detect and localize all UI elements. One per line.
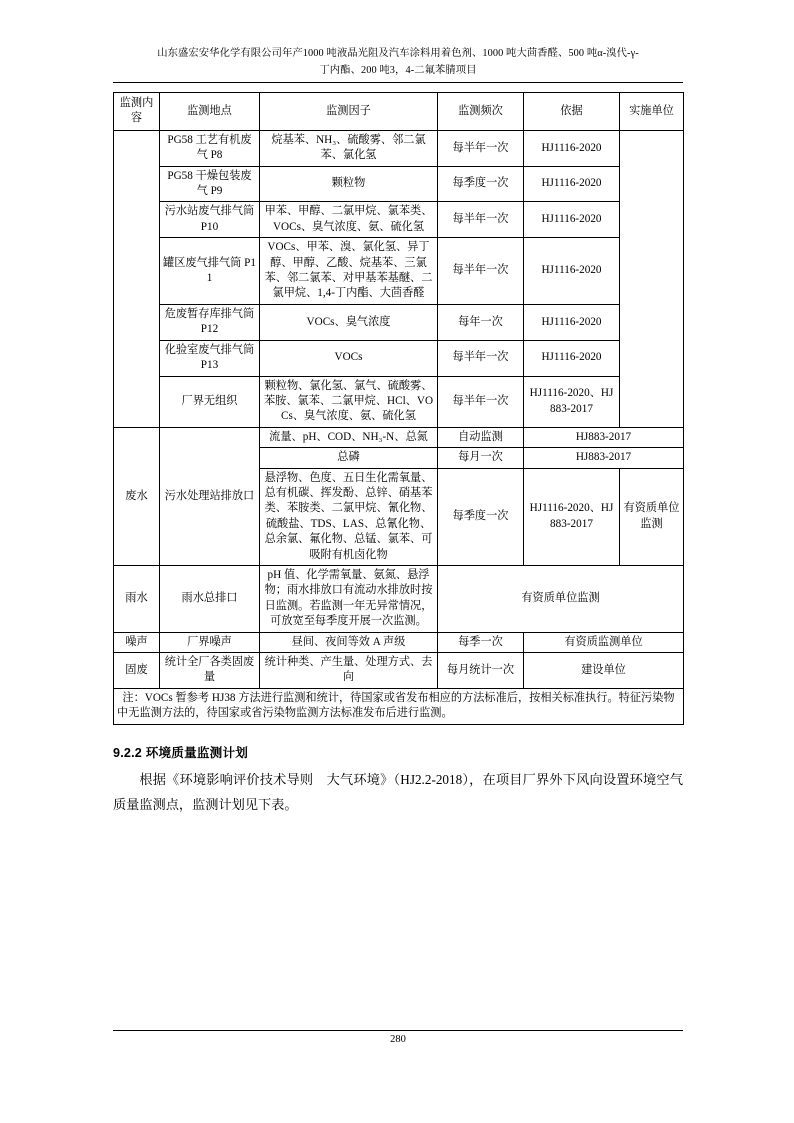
- cell-unit-rainwater: 有资质单位监测: [438, 565, 684, 632]
- cell-basis: HJ1116-2020、HJ883-2017: [524, 468, 620, 565]
- cell-location: PG58 工艺有机废气 P8: [160, 130, 260, 166]
- footer-divider: [113, 1030, 683, 1031]
- table-row: [114, 376, 684, 427]
- column-header-factors: 监测因子: [260, 93, 438, 131]
- column-header-frequency: 监测频次: [438, 93, 524, 131]
- cell-basis: HJ1116-2020: [524, 238, 620, 305]
- column-header-basis: 依据: [524, 93, 620, 131]
- cell-frequency: 每半年一次: [438, 376, 524, 427]
- column-header-content: 监测内容: [114, 93, 160, 131]
- cell-frequency: 每半年一次: [438, 340, 524, 376]
- cell-frequency: 每月统计一次: [438, 653, 524, 689]
- cell-factors: 统计种类、产生量、处理方式、去向: [260, 653, 438, 689]
- running-header-line-2: 丁内酯、200 吨3，4-二氟苯腈项目: [319, 65, 477, 76]
- cell-factors: VOCs: [260, 340, 438, 376]
- cell-basis: HJ1116-2020: [524, 130, 620, 166]
- cell-unit-solidwaste: 建设单位: [524, 653, 684, 689]
- cell-factors: 烷基苯、NH₃、硫酸雾、邻二氯苯、氯化氢: [260, 130, 438, 166]
- cell-location-wastewater: 污水处理站排放口: [160, 427, 260, 565]
- cell-factors: 悬浮物、色度、五日生化需氧量、总有机碳、挥发酚、总锌、硝基苯类、苯胺类、二氯甲烷、氰化物、硫酸盐、TDS、LAS、总氰化物、总余氯、氟化物、总锰、氯苯、可吸附有机卤化物: [260, 468, 438, 565]
- cell-factors: 颗粒物、氯化氢、氯气、硫酸雾、苯胺、氯苯、二氯甲烷、HCl、VOCs、臭气浓度、氨、硫化氢: [260, 376, 438, 427]
- cell-location-rainwater: 雨水总排口: [160, 565, 260, 632]
- table-row: [114, 427, 684, 447]
- cell-frequency: 每半年一次: [438, 238, 524, 305]
- table-note: 注：VOCs 暂参考 HJ38 方法进行监测和统计，待国家或省发布相应的方法标准后，按相关标准执行。特征污染物中无监测方法的，待国家或省污染物监测方法标准发布后进行监测。: [114, 688, 684, 724]
- cell-content-waste-gas: [114, 130, 160, 427]
- cell-location: 厂界无组织: [160, 376, 260, 427]
- table-note-row: [114, 688, 684, 724]
- cell-frequency: 自动监测: [438, 427, 524, 447]
- cell-location: 污水站废气排气筒 P10: [160, 202, 260, 238]
- cell-basis: HJ1116-2020、HJ883-2017: [524, 376, 620, 427]
- table-row: [114, 304, 684, 340]
- section-paragraph: 根据《环境影响评价技术导则 大气环境》（HJ2.2-2018），在项目厂界外下风向设置环境空气质量监测点，监测计划见下表。: [113, 771, 683, 813]
- column-header-unit: 实施单位: [620, 93, 684, 131]
- cell-factors: 颗粒物: [260, 166, 438, 202]
- table-row: [114, 632, 684, 652]
- cell-unit-waste-gas: [620, 130, 684, 427]
- cell-basis: HJ1116-2020: [524, 166, 620, 202]
- cell-frequency: 每季一次: [438, 632, 524, 652]
- cell-frequency: 每季度一次: [438, 166, 524, 202]
- page-number: 280: [390, 1034, 406, 1045]
- cell-location: 危废暂存库排气筒 P12: [160, 304, 260, 340]
- cell-unit-noise: 有资质监测单位: [524, 632, 684, 652]
- cell-location: 罐区废气排气筒 P11: [160, 238, 260, 305]
- cell-location-solidwaste: 统计全厂各类固废量: [160, 653, 260, 689]
- cell-frequency: 每年一次: [438, 304, 524, 340]
- cell-factors: 昼间、夜间等效 A 声级: [260, 632, 438, 652]
- page-footer: [113, 1030, 683, 1045]
- cell-factors: VOCs、甲苯、溴、氯化氢、异丁醇、甲醇、乙酸、烷基苯、三氯苯、邻二氯苯、对甲基苯基醚、二氯甲烷、1,4-丁内酯、大茴香醛: [260, 238, 438, 305]
- cell-location: PG58 干燥包装废气 P9: [160, 166, 260, 202]
- cell-factors: 总磷: [260, 448, 438, 468]
- table-row: [114, 565, 684, 632]
- cell-frequency: 每季度一次: [438, 468, 524, 565]
- table-row: [114, 653, 684, 689]
- cell-content-solidwaste: 固废: [114, 653, 160, 689]
- running-header: [113, 45, 683, 79]
- table-header-row: [114, 93, 684, 131]
- cell-content-rainwater: 雨水: [114, 565, 160, 632]
- cell-factors: 流量、pH、COD、NH₃-N、总氮: [260, 427, 438, 447]
- running-header-line-1: 山东盛宏安华化学有限公司年产1000 吨液晶光阻及汽车涂料用着色剂、1000 吨大茴香醛、500 吨α-溴代-γ-: [157, 48, 639, 59]
- cell-basis: HJ1116-2020: [524, 304, 620, 340]
- column-header-location: 监测地点: [160, 93, 260, 131]
- cell-content-wastewater: 废水: [114, 427, 160, 565]
- table-row: [114, 340, 684, 376]
- cell-factors: pH 值、化学需氧量、氨氮、悬浮物；雨水排放口有流动水排放时按日监测。若监测一年无异常情况，可放宽至每季度开展一次监测。: [260, 565, 438, 632]
- table-row: [114, 166, 684, 202]
- cell-location: 化验室废气排气筒 P13: [160, 340, 260, 376]
- header-divider: [113, 82, 683, 83]
- cell-unit-wastewater: 有资质单位监测: [620, 468, 684, 565]
- cell-frequency: 每月一次: [438, 448, 524, 468]
- cell-basis: HJ883-2017: [524, 448, 684, 468]
- cell-frequency: 每半年一次: [438, 202, 524, 238]
- table-row: [114, 130, 684, 166]
- monitoring-plan-table: [113, 92, 684, 725]
- cell-location-noise: 厂界噪声: [160, 632, 260, 652]
- cell-factors: 甲苯、甲醇、二氯甲烷、氯苯类、VOCs、臭气浓度、氨、硫化氢: [260, 202, 438, 238]
- table-row: [114, 238, 684, 305]
- section-heading: 9.2.2 环境质量监测计划: [113, 745, 249, 760]
- cell-content-noise: 噪声: [114, 632, 160, 652]
- page-content: [113, 45, 683, 818]
- table-row: [114, 202, 684, 238]
- cell-factors: VOCs、臭气浓度: [260, 304, 438, 340]
- cell-frequency: 每半年一次: [438, 130, 524, 166]
- cell-basis: HJ1116-2020: [524, 340, 620, 376]
- cell-basis: HJ1116-2020: [524, 202, 620, 238]
- cell-basis: HJ883-2017: [524, 427, 684, 447]
